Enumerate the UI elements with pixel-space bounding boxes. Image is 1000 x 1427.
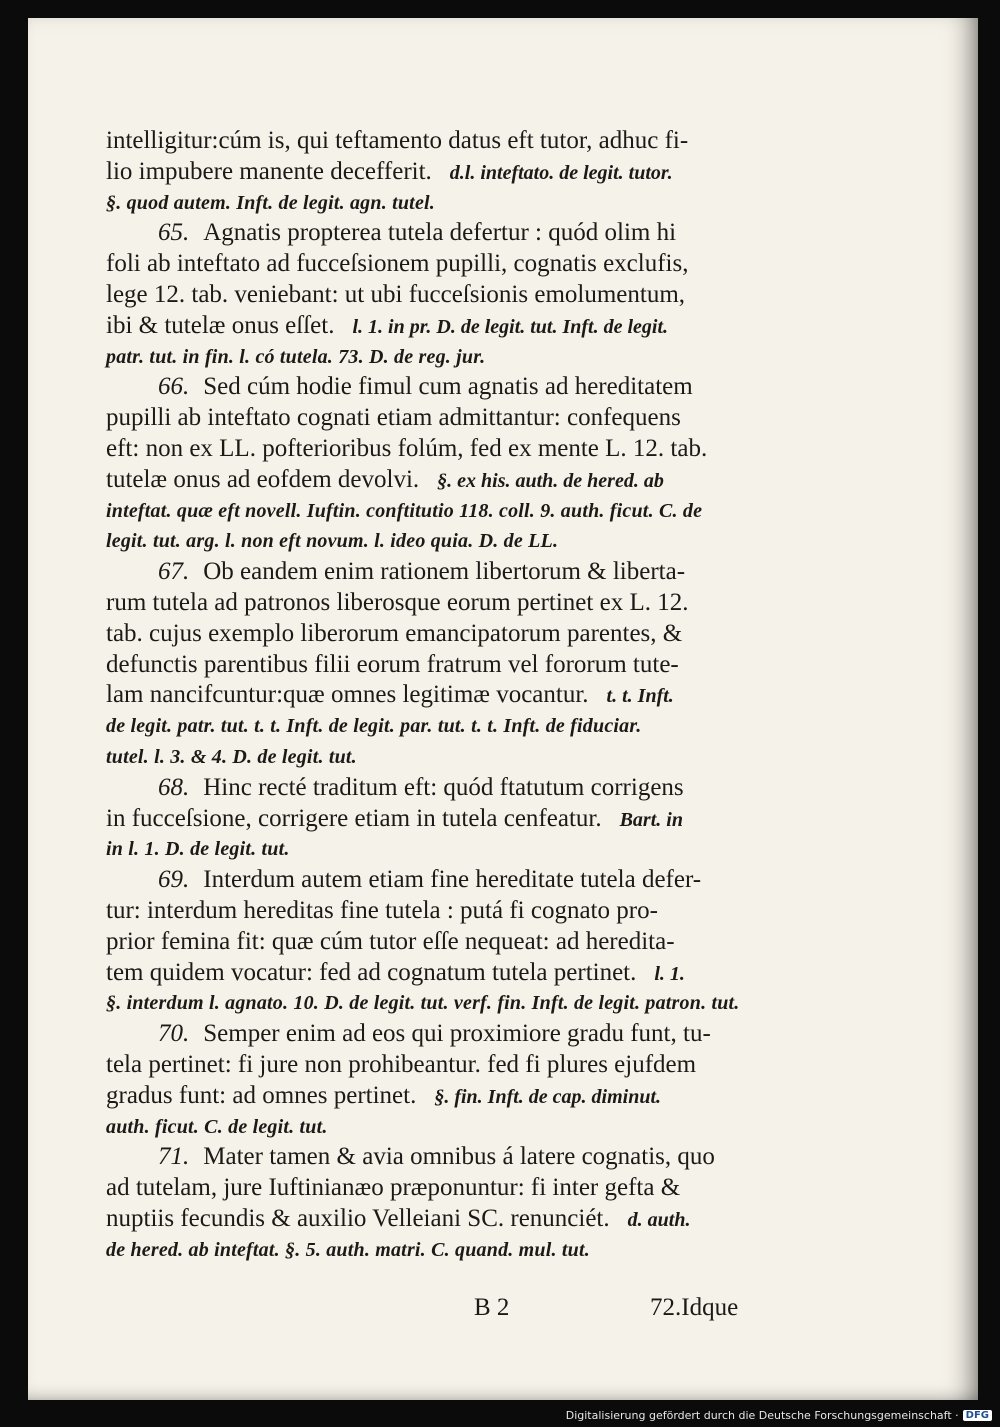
text-line bbox=[106, 157, 831, 188]
text-line bbox=[106, 126, 831, 157]
line-text: foli ab inteftato ad fucceſsionem pupilli, cognatis exclufis, bbox=[106, 250, 689, 278]
text-line bbox=[106, 619, 831, 650]
line-text: de legit. patr. tut. t. t. Inft. de legit. par. tut. t. t. Inft. de fiduciar. bbox=[106, 715, 642, 738]
page-footer bbox=[28, 1280, 978, 1320]
text-line bbox=[106, 804, 831, 835]
line-text: Mater tamen & avia omnibus á latere cognatis, quo bbox=[203, 1143, 715, 1171]
citation-line bbox=[106, 342, 831, 373]
citation-line bbox=[106, 526, 831, 557]
line-text: eft: non ex LL. pofterioribus folúm, fed ex mente L. 12. tab. bbox=[106, 434, 708, 462]
text-line bbox=[106, 896, 831, 927]
citation-line bbox=[106, 1112, 831, 1143]
line-text: legit. tut. arg. l. non eft novum. l. ideo quia. D. de LL. bbox=[106, 530, 559, 553]
paragraph-number: 66. bbox=[158, 373, 190, 401]
text-line bbox=[106, 680, 831, 711]
inline-citation: §. fin. Inft. de cap. diminut. bbox=[434, 1085, 662, 1108]
citation-line bbox=[106, 988, 831, 1019]
line-text: de hered. ab inteftat. §. 5. auth. matri. C. quand. mul. tut. bbox=[106, 1238, 590, 1261]
paragraph-number: 69. bbox=[158, 866, 190, 894]
line-text: prior femina fit: quæ cúm tutor eſſe nequeat: ad heredita- bbox=[106, 927, 675, 955]
line-text: inteftat. quæ eft novell. Iuftin. conftitutio 118. coll. 9. auth. ficut. C. de bbox=[106, 499, 703, 522]
line-text: tab. cujus exemplo liberorum emancipatorum parentes, & bbox=[106, 619, 683, 647]
text-line bbox=[106, 280, 831, 311]
digitization-credit bbox=[562, 1408, 996, 1423]
line-text: in l. 1. D. de legit. tut. bbox=[106, 838, 290, 861]
text-line bbox=[106, 403, 831, 434]
line-text: Ob eandem enim rationem libertorum & liberta- bbox=[203, 558, 686, 586]
line-text: in fucceſsione, corrigere etiam in tutela cenfeatur. bbox=[106, 804, 602, 832]
dfg-logo-icon: DFG bbox=[963, 1410, 992, 1421]
text-line bbox=[106, 958, 831, 989]
paragraph-start-line bbox=[106, 557, 831, 588]
inline-citation: Bart. in bbox=[619, 808, 683, 831]
line-text: §. quod autem. Inft. de legit. agn. tutel. bbox=[106, 191, 435, 214]
page-text-block bbox=[106, 126, 831, 1265]
line-text: Interdum autem etiam fine hereditate tutela defer- bbox=[203, 866, 702, 894]
citation-line bbox=[106, 188, 831, 219]
line-text: tutel. l. 3. & 4. D. de legit. tut. bbox=[106, 745, 357, 768]
line-text: Semper enim ad eos qui proximiore gradu funt, tu- bbox=[203, 1020, 711, 1048]
paragraph-start-line bbox=[106, 1019, 831, 1050]
catchword: 72.Idque bbox=[650, 1294, 739, 1321]
credit-text: Digitalisierung gefördert durch die Deutsche Forschungsgemeinschaft · bbox=[565, 1409, 959, 1422]
line-text: Agnatis propterea tutela defertur : quód olim hi bbox=[203, 219, 677, 247]
line-text: lam nancifcuntur:quæ omnes legitimæ vocantur. bbox=[106, 681, 589, 709]
text-line bbox=[106, 249, 831, 280]
line-text: rum tutela ad patronos liberosque eorum pertinet ex L. 12. bbox=[106, 588, 689, 616]
line-text: nuptiis fecundis & auxilio Velleiani SC. renunciét. bbox=[106, 1204, 610, 1232]
line-text: Sed cúm hodie fimul cum agnatis ad hereditatem bbox=[203, 373, 693, 401]
line-text: patr. tut. in fin. l. có tutela. 73. D. de reg. jur. bbox=[106, 345, 486, 368]
book-page bbox=[28, 18, 978, 1400]
citation-line bbox=[106, 711, 831, 742]
line-text: lege 12. tab. veniebant: ut ubi fucceſsionis emolumentum, bbox=[106, 280, 686, 308]
paragraph-start-line bbox=[106, 218, 831, 249]
line-text: intelligitur:cúm is, qui teftamento datus eft tutor, adhuc fi- bbox=[106, 127, 689, 154]
inline-citation: l. 1. bbox=[654, 962, 685, 985]
paragraph-number: 65. bbox=[158, 219, 190, 247]
text-line bbox=[106, 1204, 831, 1235]
citation-line bbox=[106, 834, 831, 865]
paragraph-number: 68. bbox=[158, 773, 190, 801]
paragraph-start-line bbox=[106, 865, 831, 896]
paragraph-number: 67. bbox=[158, 558, 190, 586]
line-text: auth. ficut. C. de legit. tut. bbox=[106, 1115, 328, 1138]
citation-line bbox=[106, 742, 831, 773]
citation-line bbox=[106, 1235, 831, 1266]
text-line bbox=[106, 311, 831, 342]
text-line bbox=[106, 434, 831, 465]
signature-mark: B 2 bbox=[474, 1294, 510, 1321]
text-line bbox=[106, 650, 831, 681]
line-text: §. interdum l. agnato. 10. D. de legit. tut. verf. fin. Inft. de legit. patron. tut. bbox=[106, 992, 740, 1015]
text-line bbox=[106, 588, 831, 619]
text-line bbox=[106, 1081, 831, 1112]
inline-citation: d.l. inteftato. de legit. tutor. bbox=[449, 161, 673, 184]
inline-citation: d. auth. bbox=[627, 1208, 691, 1231]
line-text: Hinc recté traditum eft: quód ftatutum corrigens bbox=[203, 773, 684, 801]
line-text: lio impubere manente decefferit. bbox=[106, 157, 432, 185]
paragraph-number: 71. bbox=[158, 1143, 190, 1171]
citation-line bbox=[106, 496, 831, 527]
inline-citation: l. 1. in pr. D. de legit. tut. Inft. de legit. bbox=[352, 315, 669, 338]
paragraph-start-line bbox=[106, 372, 831, 403]
line-text: tela pertinet: fi jure non prohibeantur. fed fi plures ejufdem bbox=[106, 1050, 697, 1078]
text-line bbox=[106, 927, 831, 958]
paragraph-number: 70. bbox=[158, 1020, 190, 1048]
line-text: ad tutelam, jure Iuftinianæo præponuntur: fi inter gefta & bbox=[106, 1174, 681, 1202]
line-text: tutelæ onus ad eofdem devolvi. bbox=[106, 465, 420, 493]
line-text: tur: interdum hereditas fine tutela : putá fi cognato pro- bbox=[106, 896, 658, 924]
paragraph-start-line bbox=[106, 773, 831, 804]
paragraph-start-line bbox=[106, 1142, 831, 1173]
inline-citation: t. t. Inft. bbox=[606, 685, 674, 708]
line-text: defunctis parentibus filii eorum fratrum vel fororum tute- bbox=[106, 650, 679, 678]
line-text: gradus funt: ad omnes pertinet. bbox=[106, 1081, 417, 1109]
inline-citation: §. ex his. auth. de hered. ab bbox=[437, 469, 664, 492]
text-line bbox=[106, 1050, 831, 1081]
line-text: pupilli ab inteftato cognati etiam admittantur: confequens bbox=[106, 404, 681, 432]
line-text: tem quidem vocatur: fed ad cognatum tutela pertinet. bbox=[106, 958, 637, 986]
text-line bbox=[106, 1173, 831, 1204]
text-line bbox=[106, 465, 831, 496]
line-text: ibi & tutelæ onus eſſet. bbox=[106, 311, 335, 339]
